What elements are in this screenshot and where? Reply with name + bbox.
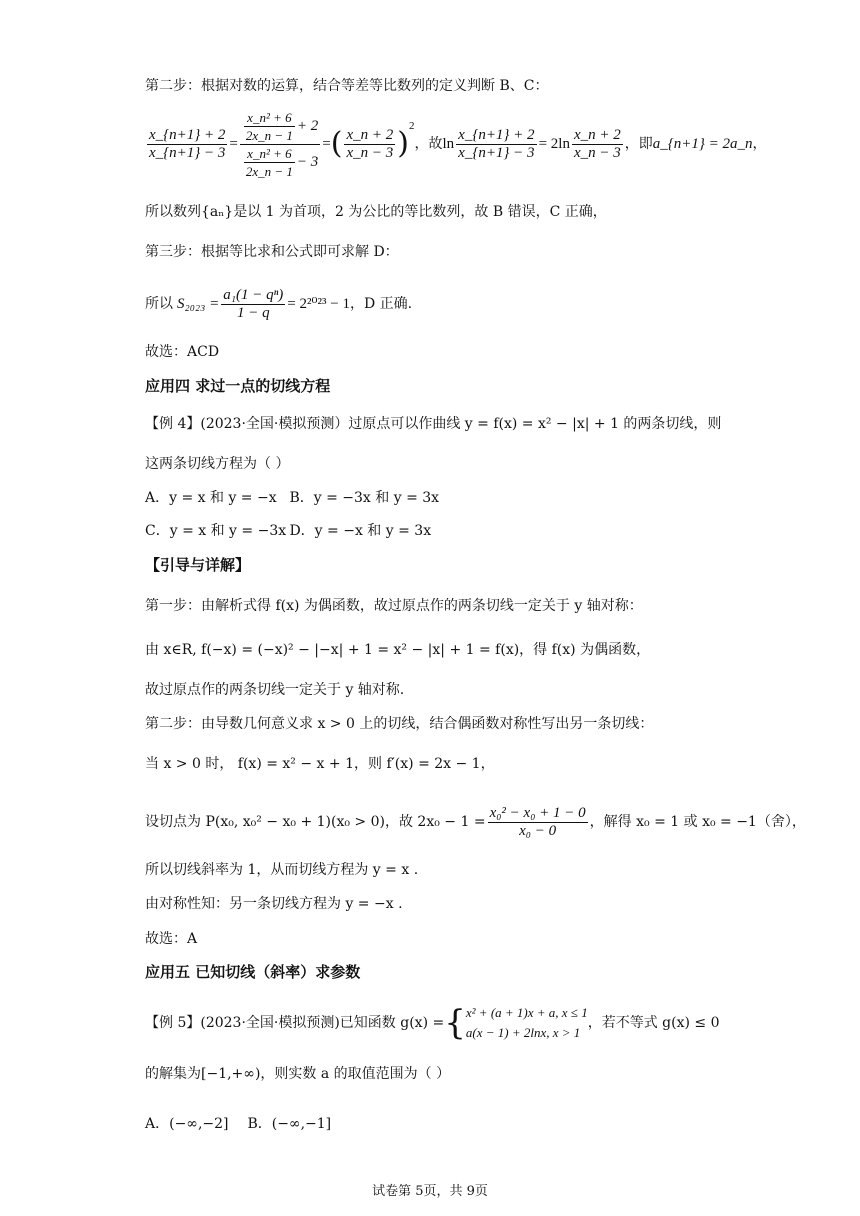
sum-denominator: 1 − q — [236, 304, 270, 321]
solution4-step1: 第一步：由解析式得 f(x) 为偶函数，故过原点作的两条切线一定关于 y 轴对称： — [145, 598, 643, 614]
page-footer: 试卷第 5页，共 9页 — [372, 1184, 488, 1199]
ratio-mid-denominator — [240, 145, 320, 180]
answer-acd: 故选：ACD — [145, 344, 220, 360]
option-a: A．y = x 和 y = −x — [145, 490, 277, 506]
ln-rhs-denominator: x_n − 3 — [573, 144, 621, 161]
case-1: x² + (a + 1)x + a, x ≤ 1 — [465, 1005, 588, 1020]
ln-lhs-denominator: x_{n+1} − 3 — [458, 144, 535, 161]
step3-intro: 第三步：根据等比求和公式即可求解 D： — [145, 244, 399, 260]
ratio-lhs-denominator: x_{n+1} − 3 — [149, 144, 226, 161]
example4-line2: 这两条切线方程为（ ） — [145, 456, 290, 472]
mid-num-tail: + 2 — [296, 117, 319, 134]
option-c: C．y = x 和 y = −3x — [145, 523, 287, 539]
sum-suffix: ，D 正确. — [349, 296, 413, 312]
recurrence-relation: a_{n+1} = 2a_n — [652, 136, 753, 152]
guide-heading: 【引导与详解】 — [145, 556, 251, 574]
example4-options-row2 — [145, 521, 431, 541]
solve-result: ，解得 x₀ = 1 或 x₀ = −1（舍）， — [589, 814, 806, 830]
solution4-step2: 第二步：由导数几何意义求 x > 0 上的切线，结合偶函数对称性写出另一条切线： — [145, 716, 654, 732]
example4-options-row1 — [145, 488, 439, 508]
answer-a: 故选：A — [145, 931, 198, 947]
mid-num-inner-bottom: 2x_n − 1 — [245, 127, 293, 143]
solution4-other-tangent: 由对称性知：另一条切线方程为 y = −x . — [145, 896, 403, 912]
solution4-derivative: 当 x > 0 时， f(x) = x² − x + 1，则 f′(x) = 2x − 1， — [145, 756, 495, 772]
text-ji: ，即 — [624, 136, 653, 152]
step2-intro: 第二步：根据对数的运算，结合等差等比数列的定义判断 B、C： — [145, 78, 549, 94]
mid-den-inner-bottom: 2x_n − 1 — [245, 163, 293, 179]
ln-rhs-numerator: x_n + 2 — [573, 126, 621, 143]
ratio-mid-numerator — [240, 109, 320, 145]
piecewise-cases — [466, 1003, 588, 1043]
sum-formula — [145, 282, 412, 326]
example5-prefix: 【例 5】(2023·全国·模拟预测)已知函数 g(x) = — [145, 1015, 445, 1031]
example5-option-b: B．(−∞,−1] — [247, 1116, 332, 1132]
ratio-rhs-fraction — [344, 127, 395, 162]
mid-num-inner-top: x_n² + 6 — [244, 109, 295, 127]
formula-tail: ， — [752, 136, 767, 152]
ratio-rhs-denominator: x_n − 3 — [346, 144, 394, 161]
example5-option-a: A．(−∞,−2] — [145, 1116, 229, 1132]
sum-fraction — [221, 287, 285, 322]
slope-numerator: x₀² − x₀ + 1 − 0 — [489, 804, 586, 821]
ratio-lhs-numerator: x_{n+1} + 2 — [149, 126, 226, 143]
example5-line2: 的解集为[−1,+∞)，则实数 a 的取值范围为（ ） — [145, 1066, 451, 1082]
solution4-slope: 所以切线斜率为 1，从而切线方程为 y = x . — [145, 862, 419, 878]
mid-den-inner-top: x_n² + 6 — [244, 145, 295, 163]
ln-lhs-fraction — [456, 127, 536, 162]
solution4-symmetry: 故过原点作的两条切线一定关于 y 轴对称. — [145, 682, 405, 698]
section-heading-4: 应用四 求过一点的切线方程 — [145, 377, 331, 395]
ratio-power: 2 — [408, 120, 415, 132]
ln-rhs-coefficient: = 2ln — [538, 136, 570, 152]
sequence-conclusion: 所以数列{aₙ}是以 1 为首项，2 为公比的等比数列，故 B 错误，C 正确， — [145, 204, 607, 220]
ratio-lhs-fraction — [147, 127, 227, 162]
option-b: B．y = −3x 和 y = 3x — [289, 490, 440, 506]
example5-line1: 【例 5】(2023·全国·模拟预测)已知函数 g(x) = { x² + (a + 1)x + a, x ≤ 1 a(x − 1) + 2lnx, x > 1 ，若不等式 g(x) ≤ 0 — [145, 1003, 720, 1043]
ratio-rhs-numerator: x_n + 2 — [346, 126, 394, 143]
sum-numerator: a₁(1 − qⁿ) — [223, 286, 284, 303]
solution4-even-proof: 由 x∈R, f(−x) = (−x)² − |−x| + 1 = x² − |x| + 1 = f(x)，得 f(x) 为偶函数， — [145, 642, 651, 658]
slope-fraction — [488, 805, 588, 840]
example5-options-row1 — [145, 1114, 331, 1134]
ln-rhs-fraction — [572, 127, 623, 162]
mid-den-tail: − 3 — [296, 153, 319, 170]
slope-denominator: x₀ − 0 — [519, 822, 557, 839]
tangent-point-text: 设切点为 P(x₀, x₀² − x₀ + 1)(x₀ > 0)，故 2x₀ − 1 = — [145, 814, 486, 830]
case-2: a(x − 1) + 2lnx, x > 1 — [465, 1025, 581, 1040]
ratio-formula: $\frac{x\_\{n+1\} + 2}{x\_\{n+1\} - 3}$ = $\frac{\text{x\_n² + 6}}{2x\_n - 1}$ + 2 $\frac{\text{x\_n² + 6}}{2x\_n - 1}$ − 3 = ( $\frac{x\_n + 2}{x\_n - 3}$ ) $^2$ ，故 ln $\frac{x\_\{n+1\} + 2}{x\_\{n+1\} - 3}$ = 2ln $\frac{x\_n + 2}{x\_n - 3}$ ，即 a_{n+1} = 2a_n ， — [149, 109, 767, 179]
ln-lhs-numerator: x_{n+1} + 2 — [458, 126, 535, 143]
option-d: D．y = −x 和 y = 3x — [289, 523, 432, 539]
ratio-mid-fraction — [240, 109, 320, 180]
sum-prefix: 所以 — [145, 296, 173, 312]
section-heading-5: 应用五 已知切线（斜率）求参数 — [145, 963, 361, 981]
example5-suffix: ，若不等式 g(x) ≤ 0 — [587, 1015, 720, 1031]
sum-lhs: S₂₀₂₃ = — [177, 296, 220, 312]
solution4-tangent-point — [145, 800, 806, 844]
example4-line1: 【例 4】(2023·全国·模拟预测）过原点可以作曲线 y = f(x) = x² − |x| + 1 的两条切线，则 — [145, 416, 722, 432]
sum-rhs: = 2²⁰²³ − 1 — [287, 296, 350, 312]
text-gu: ，故 — [414, 136, 443, 152]
